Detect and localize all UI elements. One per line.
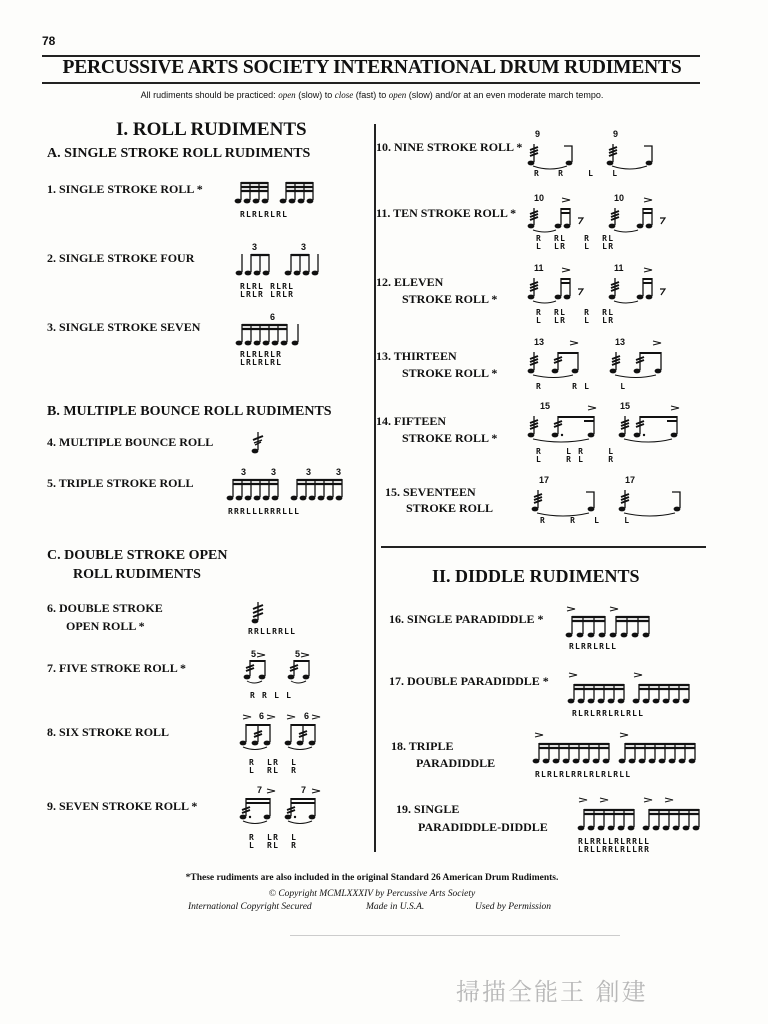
svg-text:17: 17: [539, 475, 550, 485]
scanner-watermark: 掃描全能王 創建: [456, 978, 648, 1006]
copyright: © Copyright MCMLXXXIV by Percussive Arts Society: [268, 889, 476, 899]
rudiment-3-sticking: RLRLRLR LRLRLRL: [240, 350, 283, 367]
svg-text:15: 15: [620, 401, 631, 411]
rudiment-7-label: 7. FIVE STROKE ROLL *: [47, 661, 187, 675]
rudiment-8-sticking: R LR L L RL R: [249, 758, 298, 775]
rudiment-14-notation: [528, 400, 708, 448]
used-by-permission: Used by Permission: [475, 902, 551, 912]
rudiment-1-notation: [238, 178, 328, 210]
svg-text:9: 9: [535, 129, 541, 139]
bottom-rule: [290, 935, 620, 936]
rudiment-13-label-2: STROKE ROLL *: [402, 366, 498, 380]
double-stroke-heading-2: ROLL RUDIMENTS: [73, 567, 201, 582]
rudiment-18-sticking: RLRLRLRRLRLRLRLL: [535, 770, 632, 779]
rudiment-9-notation: [240, 784, 332, 828]
svg-text:5: 5: [295, 649, 301, 659]
svg-text:15: 15: [540, 401, 551, 411]
intl-copyright: International Copyright Secured: [188, 902, 312, 912]
rudiment-11-label: 11. TEN STROKE ROLL *: [376, 206, 517, 220]
footnote: *These rudiments are also included in the original Standard 26 American Drum Rudiments.: [185, 873, 559, 883]
rudiment-15-label-1: 15. SEVENTEEN: [385, 485, 476, 499]
page-title: PERCUSSIVE ARTS SOCIETY INTERNATIONAL DRUM RUDIMENTS: [62, 57, 682, 78]
svg-text:6: 6: [270, 312, 276, 322]
instr-open-1: open: [278, 90, 296, 100]
svg-text:17: 17: [625, 475, 636, 485]
rudiment-18-label-1: 18. TRIPLE: [391, 739, 454, 753]
svg-text:3: 3: [241, 467, 247, 477]
page-number: 78: [42, 34, 56, 48]
rudiment-18-label-2: PARADIDDLE: [416, 756, 496, 770]
rudiment-19-sticking: RLRRLLRLRRLL LRLLRRLRLLRR: [578, 837, 651, 854]
svg-text:6: 6: [259, 711, 265, 721]
rudiment-5-label: 5. TRIPLE STROKE ROLL: [47, 476, 194, 490]
rudiment-13-label-1: 13. THIRTEEN: [376, 349, 457, 363]
rudiment-10-label: 10. NINE STROKE ROLL *: [376, 140, 523, 154]
svg-text:10: 10: [534, 193, 545, 203]
rudiment-5-notation: [228, 466, 356, 504]
rudiment-16-label: 16. SINGLE PARADIDDLE *: [389, 612, 544, 626]
roll-rudiments-heading: I. ROLL RUDIMENTS: [116, 119, 307, 140]
rudiment-3-label: 3. SINGLE STROKE SEVEN: [47, 320, 201, 334]
rudiment-8-label: 8. SIX STROKE ROLL: [47, 725, 170, 739]
rudiment-9-label: 9. SEVEN STROKE ROLL *: [47, 799, 198, 813]
rudiment-15-sticking: R R L L: [540, 516, 631, 525]
svg-text:7: 7: [257, 785, 263, 795]
rudiment-12-label-1: 12. ELEVEN: [376, 275, 444, 289]
rudiment-16-sticking: RLRRLRLL: [569, 642, 618, 651]
made-in: Made in U.S.A.: [366, 902, 425, 912]
rudiment-5-sticking: RRRLLLRRRLLL: [228, 507, 301, 516]
rudiment-7-sticking: R R L L: [250, 691, 293, 700]
rudiment-9-sticking: R LR L L RL R: [249, 833, 298, 850]
section-divider: [381, 546, 706, 548]
column-divider: [374, 124, 376, 852]
svg-text:3: 3: [252, 242, 258, 252]
rudiment-2-label: 2. SINGLE STROKE FOUR: [47, 251, 195, 265]
rudiment-4-notation: [250, 430, 270, 458]
rudiment-2-sticking: RLRL RLRL LRLR LRLR: [240, 282, 295, 299]
rudiment-14-label-1: 14. FIFTEEN: [376, 414, 447, 428]
rudiment-6-label-1: 6. DOUBLE STROKE: [47, 601, 163, 615]
rudiment-12-notation: [528, 262, 678, 308]
rudiment-15-label-2: STROKE ROLL: [406, 501, 494, 515]
instr-close: close: [334, 90, 354, 100]
rudiment-1-label: 1. SINGLE STROKE ROLL *: [47, 182, 203, 196]
rudiment-2-notation: [238, 242, 328, 278]
rudiment-13-sticking: R R L L: [536, 382, 627, 391]
rudiment-12-label-2: STROKE ROLL *: [402, 292, 498, 306]
single-stroke-heading: A. SINGLE STROKE ROLL RUDIMENTS: [47, 146, 311, 161]
rudiment-8-notation: [240, 710, 332, 754]
svg-text:3: 3: [301, 242, 307, 252]
instr-fast: (fast) to: [355, 90, 387, 100]
svg-text:11: 11: [534, 263, 544, 273]
svg-text:6: 6: [304, 711, 310, 721]
rudiment-6-notation: [250, 600, 270, 628]
title-rule: [42, 82, 700, 84]
rudiment-3-notation: [238, 312, 328, 348]
svg-text:3: 3: [306, 467, 312, 477]
instr-slow-1: (slow) to: [298, 90, 333, 100]
rudiment-14-sticking: R L R L L R L R: [536, 447, 615, 464]
svg-text:11: 11: [614, 263, 624, 273]
rudiment-11-notation: [528, 192, 678, 234]
svg-text:10: 10: [614, 193, 625, 203]
rudiment-19-notation: [576, 795, 716, 835]
diddle-rudiments-heading: II. DIDDLE RUDIMENTS: [432, 566, 640, 586]
rudiment-17-sticking: RLRLRRLRLRLL: [572, 709, 645, 718]
rudiment-7-notation: [244, 648, 324, 686]
instr-open-2: open: [388, 90, 407, 100]
rudiment-10-notation: [528, 128, 668, 168]
instr-end: (slow) and/or at an even moderate march tempo.: [408, 90, 604, 100]
rudiment-17-notation: [566, 670, 706, 708]
rudiment-13-notation: [528, 336, 693, 382]
rudiment-6-label-2: OPEN ROLL *: [66, 619, 145, 633]
rudiment-19-label-2: PARADIDDLE-DIDDLE: [418, 820, 548, 834]
rudiment-6-sticking: RRLLRRLL: [248, 627, 297, 636]
rudiment-16-notation: [564, 604, 664, 640]
rudiment-11-sticking: R RL R RL L LR L LR: [536, 234, 615, 251]
svg-text:7: 7: [301, 785, 307, 795]
rudiment-18-notation: [532, 730, 716, 768]
svg-text:5: 5: [251, 649, 257, 659]
rudiment-19-label-1: 19. SINGLE: [396, 802, 460, 816]
svg-text:3: 3: [336, 467, 342, 477]
svg-text:9: 9: [613, 129, 619, 139]
rudiment-12-sticking: R RL R RL L LR L LR: [536, 308, 615, 325]
svg-text:3: 3: [271, 467, 277, 477]
rudiment-4-label: 4. MULTIPLE BOUNCE ROLL: [47, 435, 214, 449]
svg-text:13: 13: [534, 337, 545, 347]
instr-pre: All rudiments should be practiced:: [140, 90, 276, 100]
rudiment-14-label-2: STROKE ROLL *: [402, 431, 498, 445]
double-stroke-heading-1: C. DOUBLE STROKE OPEN: [47, 548, 228, 563]
svg-text:13: 13: [615, 337, 626, 347]
multiple-bounce-heading: B. MULTIPLE BOUNCE ROLL RUDIMENTS: [47, 404, 332, 419]
rudiment-10-sticking: R R L L: [534, 169, 619, 178]
rudiment-1-sticking: RLRLRLRL: [240, 210, 289, 219]
rudiment-17-label: 17. DOUBLE PARADIDDLE *: [389, 674, 549, 688]
rudiment-15-notation: [530, 474, 700, 520]
practice-instructions: [42, 90, 702, 100]
